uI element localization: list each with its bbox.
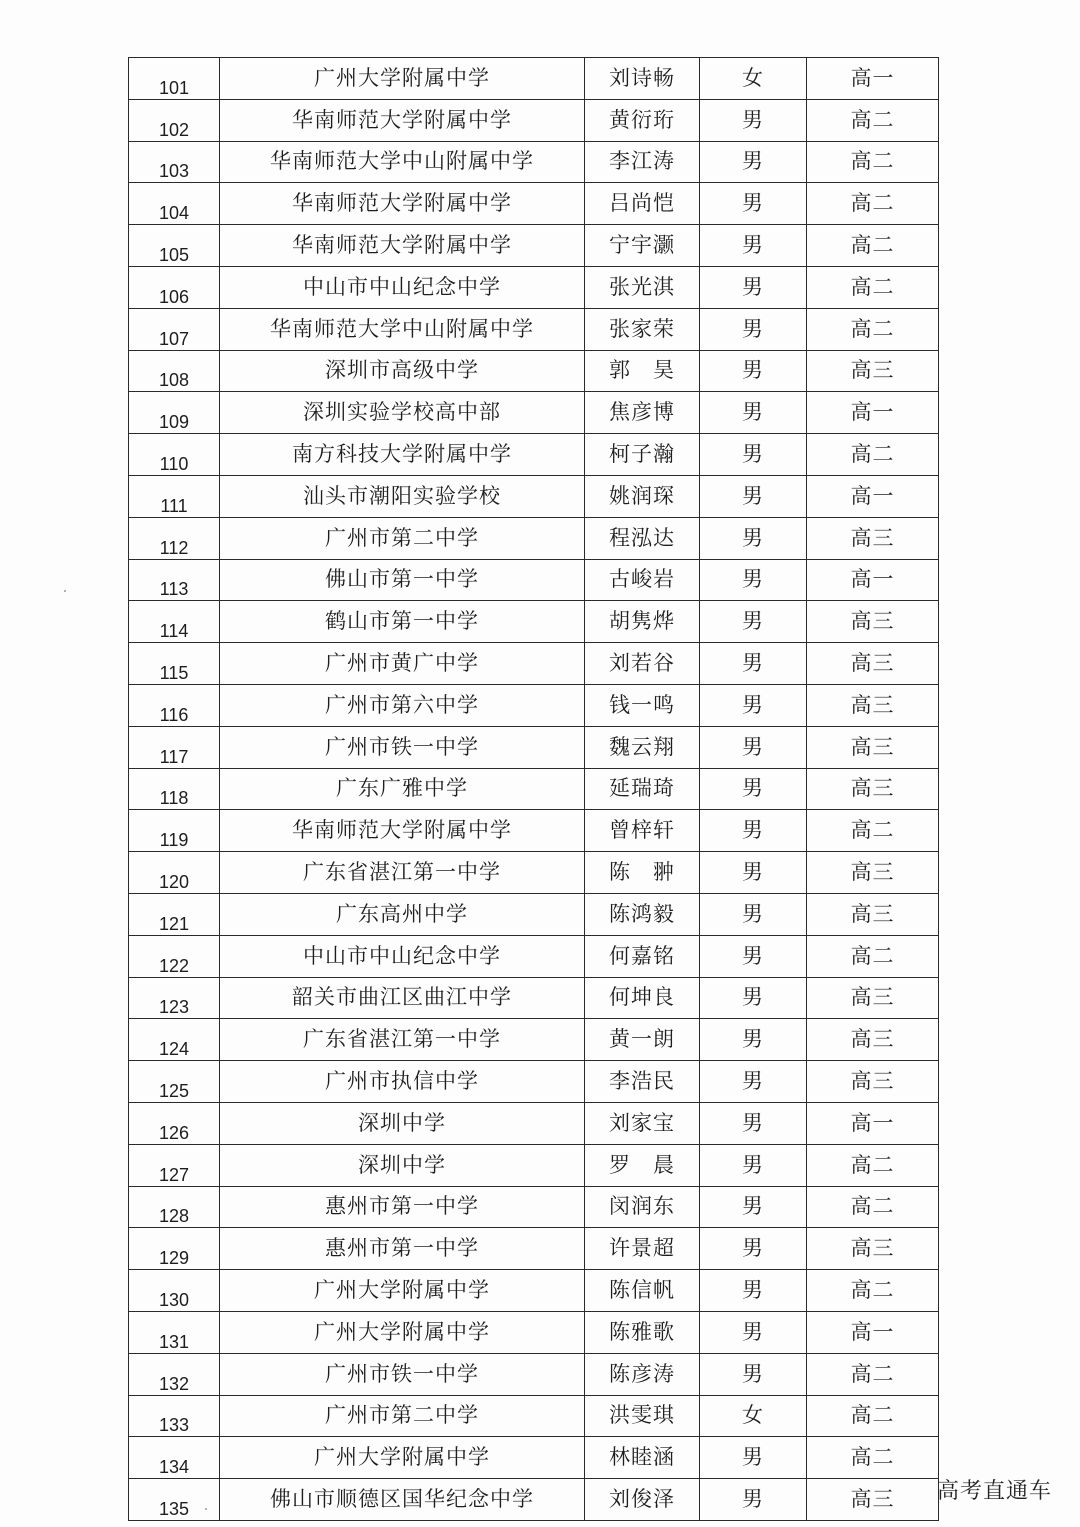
row-number-cell: 109 bbox=[129, 392, 220, 434]
school-cell: 广州大学附属中学 bbox=[220, 1311, 585, 1353]
grade-cell: 高三 bbox=[807, 1228, 939, 1270]
school-cell: 深圳市高级中学 bbox=[220, 350, 585, 392]
grade-cell: 高三 bbox=[807, 350, 939, 392]
school-cell: 鹤山市第一中学 bbox=[220, 601, 585, 643]
row-number-cell: 103 bbox=[129, 141, 220, 183]
student-name-cell: 刘俊泽 bbox=[585, 1479, 700, 1521]
grade-cell: 高二 bbox=[807, 99, 939, 141]
gender-cell: 男 bbox=[700, 1353, 807, 1395]
student-name-cell: 程泓达 bbox=[585, 517, 700, 559]
row-number-cell: 114 bbox=[129, 601, 220, 643]
row-number-cell: 125 bbox=[129, 1061, 220, 1103]
school-cell: 广州市铁一中学 bbox=[220, 726, 585, 768]
student-name-cell: 洪雯琪 bbox=[585, 1395, 700, 1437]
row-number-cell: 121 bbox=[129, 893, 220, 935]
gender-cell: 男 bbox=[700, 893, 807, 935]
grade-cell: 高二 bbox=[807, 1353, 939, 1395]
grade-cell: 高三 bbox=[807, 1019, 939, 1061]
gender-cell: 男 bbox=[700, 517, 807, 559]
scan-speck bbox=[205, 1508, 207, 1510]
grade-cell: 高二 bbox=[807, 183, 939, 225]
table-row bbox=[129, 225, 939, 267]
row-number-cell: 126 bbox=[129, 1102, 220, 1144]
school-cell: 广州市黄广中学 bbox=[220, 643, 585, 685]
table-row bbox=[129, 1144, 939, 1186]
table-row bbox=[129, 308, 939, 350]
gender-cell: 男 bbox=[700, 768, 807, 810]
gender-cell: 男 bbox=[700, 1019, 807, 1061]
student-name-cell: 黄衍珩 bbox=[585, 99, 700, 141]
gender-cell: 男 bbox=[700, 1144, 807, 1186]
row-number-cell: 118 bbox=[129, 768, 220, 810]
gender-cell: 男 bbox=[700, 559, 807, 601]
school-cell: 广东广雅中学 bbox=[220, 768, 585, 810]
gender-cell: 男 bbox=[700, 810, 807, 852]
gender-cell: 男 bbox=[700, 684, 807, 726]
school-cell: 广州大学附属中学 bbox=[220, 1437, 585, 1479]
school-cell: 广东省湛江第一中学 bbox=[220, 852, 585, 894]
gender-cell: 男 bbox=[700, 1270, 807, 1312]
row-number-cell: 113 bbox=[129, 559, 220, 601]
table-row bbox=[129, 935, 939, 977]
table-row bbox=[129, 1479, 939, 1521]
gender-cell: 男 bbox=[700, 350, 807, 392]
table-row bbox=[129, 726, 939, 768]
gender-cell: 女 bbox=[700, 1395, 807, 1437]
student-name-cell: 刘若谷 bbox=[585, 643, 700, 685]
school-cell: 广州大学附属中学 bbox=[220, 58, 585, 100]
school-cell: 中山市中山纪念中学 bbox=[220, 935, 585, 977]
student-name-cell: 宁宇灏 bbox=[585, 225, 700, 267]
gender-cell: 男 bbox=[700, 266, 807, 308]
grade-cell: 高二 bbox=[807, 1437, 939, 1479]
table-row bbox=[129, 1311, 939, 1353]
student-name-cell: 姚润琛 bbox=[585, 475, 700, 517]
row-number-cell: 123 bbox=[129, 977, 220, 1019]
table-row bbox=[129, 266, 939, 308]
row-number-cell: 130 bbox=[129, 1270, 220, 1312]
grade-cell: 高二 bbox=[807, 1270, 939, 1312]
student-name-cell: 黄一朗 bbox=[585, 1019, 700, 1061]
gender-cell: 男 bbox=[700, 308, 807, 350]
row-number-cell: 110 bbox=[129, 434, 220, 476]
grade-cell: 高三 bbox=[807, 768, 939, 810]
gender-cell: 男 bbox=[700, 977, 807, 1019]
row-number-cell: 104 bbox=[129, 183, 220, 225]
gender-cell: 男 bbox=[700, 643, 807, 685]
student-name-cell: 何坤良 bbox=[585, 977, 700, 1019]
row-number-cell: 124 bbox=[129, 1019, 220, 1061]
grade-cell: 高二 bbox=[807, 225, 939, 267]
scan-speck bbox=[64, 590, 66, 592]
grade-cell: 高三 bbox=[807, 726, 939, 768]
grade-cell: 高三 bbox=[807, 893, 939, 935]
grade-cell: 高二 bbox=[807, 810, 939, 852]
grade-cell: 高二 bbox=[807, 266, 939, 308]
school-cell: 华南师范大学附属中学 bbox=[220, 99, 585, 141]
grade-cell: 高二 bbox=[807, 141, 939, 183]
row-number-cell: 133 bbox=[129, 1395, 220, 1437]
school-cell: 广东省湛江第一中学 bbox=[220, 1019, 585, 1061]
student-name-cell: 陈彦涛 bbox=[585, 1353, 700, 1395]
school-cell: 佛山市顺德区国华纪念中学 bbox=[220, 1479, 585, 1521]
source-watermark: 高考直通车 bbox=[936, 1479, 1052, 1504]
grade-cell: 高三 bbox=[807, 1061, 939, 1103]
table-row bbox=[129, 1353, 939, 1395]
row-number-cell: 128 bbox=[129, 1186, 220, 1228]
gender-cell: 男 bbox=[700, 1437, 807, 1479]
student-roster-table bbox=[128, 57, 939, 1521]
grade-cell: 高一 bbox=[807, 392, 939, 434]
row-number-cell: 105 bbox=[129, 225, 220, 267]
student-name-cell: 刘诗畅 bbox=[585, 58, 700, 100]
school-cell: 深圳中学 bbox=[220, 1102, 585, 1144]
gender-cell: 男 bbox=[700, 99, 807, 141]
row-number-cell: 119 bbox=[129, 810, 220, 852]
student-name-cell: 林睦涵 bbox=[585, 1437, 700, 1479]
row-number-cell: 116 bbox=[129, 684, 220, 726]
grade-cell: 高二 bbox=[807, 1144, 939, 1186]
table-row bbox=[129, 1395, 939, 1437]
table-row bbox=[129, 99, 939, 141]
table-row bbox=[129, 392, 939, 434]
school-cell: 广东高州中学 bbox=[220, 893, 585, 935]
row-number-cell: 107 bbox=[129, 308, 220, 350]
table-row bbox=[129, 1270, 939, 1312]
table-row bbox=[129, 141, 939, 183]
grade-cell: 高一 bbox=[807, 58, 939, 100]
student-name-cell: 张家荣 bbox=[585, 308, 700, 350]
student-name-cell: 曾梓轩 bbox=[585, 810, 700, 852]
student-name-cell: 吕尚恺 bbox=[585, 183, 700, 225]
table-row bbox=[129, 434, 939, 476]
grade-cell: 高一 bbox=[807, 559, 939, 601]
table-row bbox=[129, 684, 939, 726]
table-row bbox=[129, 1061, 939, 1103]
gender-cell: 男 bbox=[700, 434, 807, 476]
row-number-cell: 101 bbox=[129, 58, 220, 100]
student-name-cell: 李江涛 bbox=[585, 141, 700, 183]
row-number-cell: 102 bbox=[129, 99, 220, 141]
school-cell: 广州市第二中学 bbox=[220, 1395, 585, 1437]
gender-cell: 男 bbox=[700, 1228, 807, 1270]
grade-cell: 高二 bbox=[807, 308, 939, 350]
student-name-cell: 柯子瀚 bbox=[585, 434, 700, 476]
student-name-cell: 郭 昊 bbox=[585, 350, 700, 392]
school-cell: 惠州市第一中学 bbox=[220, 1228, 585, 1270]
gender-cell: 男 bbox=[700, 1311, 807, 1353]
grade-cell: 高二 bbox=[807, 434, 939, 476]
student-name-cell: 张光淇 bbox=[585, 266, 700, 308]
gender-cell: 男 bbox=[700, 141, 807, 183]
table-row bbox=[129, 810, 939, 852]
gender-cell: 男 bbox=[700, 1061, 807, 1103]
row-number-cell: 111 bbox=[129, 475, 220, 517]
gender-cell: 男 bbox=[700, 852, 807, 894]
student-name-cell: 魏云翔 bbox=[585, 726, 700, 768]
grade-cell: 高三 bbox=[807, 517, 939, 559]
row-number-cell: 112 bbox=[129, 517, 220, 559]
student-name-cell: 胡隽烨 bbox=[585, 601, 700, 643]
school-cell: 广州市第二中学 bbox=[220, 517, 585, 559]
grade-cell: 高二 bbox=[807, 1186, 939, 1228]
row-number-cell: 115 bbox=[129, 643, 220, 685]
student-name-cell: 李浩民 bbox=[585, 1061, 700, 1103]
school-cell: 佛山市第一中学 bbox=[220, 559, 585, 601]
table-row bbox=[129, 977, 939, 1019]
student-name-cell: 许景超 bbox=[585, 1228, 700, 1270]
row-number-cell: 131 bbox=[129, 1311, 220, 1353]
gender-cell: 男 bbox=[700, 225, 807, 267]
school-cell: 华南师范大学附属中学 bbox=[220, 810, 585, 852]
grade-cell: 高三 bbox=[807, 684, 939, 726]
table-row bbox=[129, 183, 939, 225]
student-name-cell: 何嘉铭 bbox=[585, 935, 700, 977]
gender-cell: 男 bbox=[700, 183, 807, 225]
school-cell: 华南师范大学附属中学 bbox=[220, 225, 585, 267]
table-row bbox=[129, 1437, 939, 1479]
student-name-cell: 钱一鸣 bbox=[585, 684, 700, 726]
row-number-cell: 122 bbox=[129, 935, 220, 977]
gender-cell: 男 bbox=[700, 726, 807, 768]
table-row bbox=[129, 559, 939, 601]
row-number-cell: 117 bbox=[129, 726, 220, 768]
student-name-cell: 罗 晨 bbox=[585, 1144, 700, 1186]
row-number-cell: 127 bbox=[129, 1144, 220, 1186]
table-row bbox=[129, 475, 939, 517]
grade-cell: 高一 bbox=[807, 1311, 939, 1353]
student-name-cell: 陈雅歌 bbox=[585, 1311, 700, 1353]
student-name-cell: 陈鸿毅 bbox=[585, 893, 700, 935]
school-cell: 广州市第六中学 bbox=[220, 684, 585, 726]
school-cell: 惠州市第一中学 bbox=[220, 1186, 585, 1228]
table-row bbox=[129, 1019, 939, 1061]
grade-cell: 高二 bbox=[807, 1395, 939, 1437]
school-cell: 广州大学附属中学 bbox=[220, 1270, 585, 1312]
school-cell: 华南师范大学附属中学 bbox=[220, 183, 585, 225]
student-name-cell: 延瑞琦 bbox=[585, 768, 700, 810]
table-row bbox=[129, 1186, 939, 1228]
grade-cell: 高一 bbox=[807, 1102, 939, 1144]
student-name-cell: 闵润东 bbox=[585, 1186, 700, 1228]
table-row bbox=[129, 852, 939, 894]
table-row bbox=[129, 643, 939, 685]
row-number-cell: 106 bbox=[129, 266, 220, 308]
school-cell: 中山市中山纪念中学 bbox=[220, 266, 585, 308]
gender-cell: 男 bbox=[700, 1479, 807, 1521]
student-name-cell: 古峻岩 bbox=[585, 559, 700, 601]
gender-cell: 男 bbox=[700, 935, 807, 977]
grade-cell: 高三 bbox=[807, 1479, 939, 1521]
table-row bbox=[129, 58, 939, 100]
row-number-cell: 108 bbox=[129, 350, 220, 392]
student-name-cell: 陈信帆 bbox=[585, 1270, 700, 1312]
gender-cell: 男 bbox=[700, 601, 807, 643]
school-cell: 深圳中学 bbox=[220, 1144, 585, 1186]
row-number-cell: 135 bbox=[129, 1479, 220, 1521]
grade-cell: 高二 bbox=[807, 935, 939, 977]
table-row bbox=[129, 893, 939, 935]
school-cell: 深圳实验学校高中部 bbox=[220, 392, 585, 434]
table-row bbox=[129, 1228, 939, 1270]
gender-cell: 男 bbox=[700, 1102, 807, 1144]
grade-cell: 高三 bbox=[807, 977, 939, 1019]
school-cell: 华南师范大学中山附属中学 bbox=[220, 308, 585, 350]
school-cell: 韶关市曲江区曲江中学 bbox=[220, 977, 585, 1019]
school-cell: 华南师范大学中山附属中学 bbox=[220, 141, 585, 183]
roster-body bbox=[129, 58, 939, 1521]
student-name-cell: 陈 翀 bbox=[585, 852, 700, 894]
table-row bbox=[129, 350, 939, 392]
grade-cell: 高一 bbox=[807, 475, 939, 517]
table-row bbox=[129, 601, 939, 643]
gender-cell: 男 bbox=[700, 475, 807, 517]
student-name-cell: 焦彦博 bbox=[585, 392, 700, 434]
row-number-cell: 120 bbox=[129, 852, 220, 894]
table-row bbox=[129, 517, 939, 559]
table-row bbox=[129, 768, 939, 810]
school-cell: 广州市执信中学 bbox=[220, 1061, 585, 1103]
gender-cell: 男 bbox=[700, 1186, 807, 1228]
school-cell: 南方科技大学附属中学 bbox=[220, 434, 585, 476]
grade-cell: 高三 bbox=[807, 643, 939, 685]
grade-cell: 高三 bbox=[807, 601, 939, 643]
school-cell: 汕头市潮阳实验学校 bbox=[220, 475, 585, 517]
grade-cell: 高三 bbox=[807, 852, 939, 894]
row-number-cell: 132 bbox=[129, 1353, 220, 1395]
row-number-cell: 134 bbox=[129, 1437, 220, 1479]
table-row bbox=[129, 1102, 939, 1144]
gender-cell: 女 bbox=[700, 58, 807, 100]
student-name-cell: 刘家宝 bbox=[585, 1102, 700, 1144]
row-number-cell: 129 bbox=[129, 1228, 220, 1270]
school-cell: 广州市铁一中学 bbox=[220, 1353, 585, 1395]
gender-cell: 男 bbox=[700, 392, 807, 434]
